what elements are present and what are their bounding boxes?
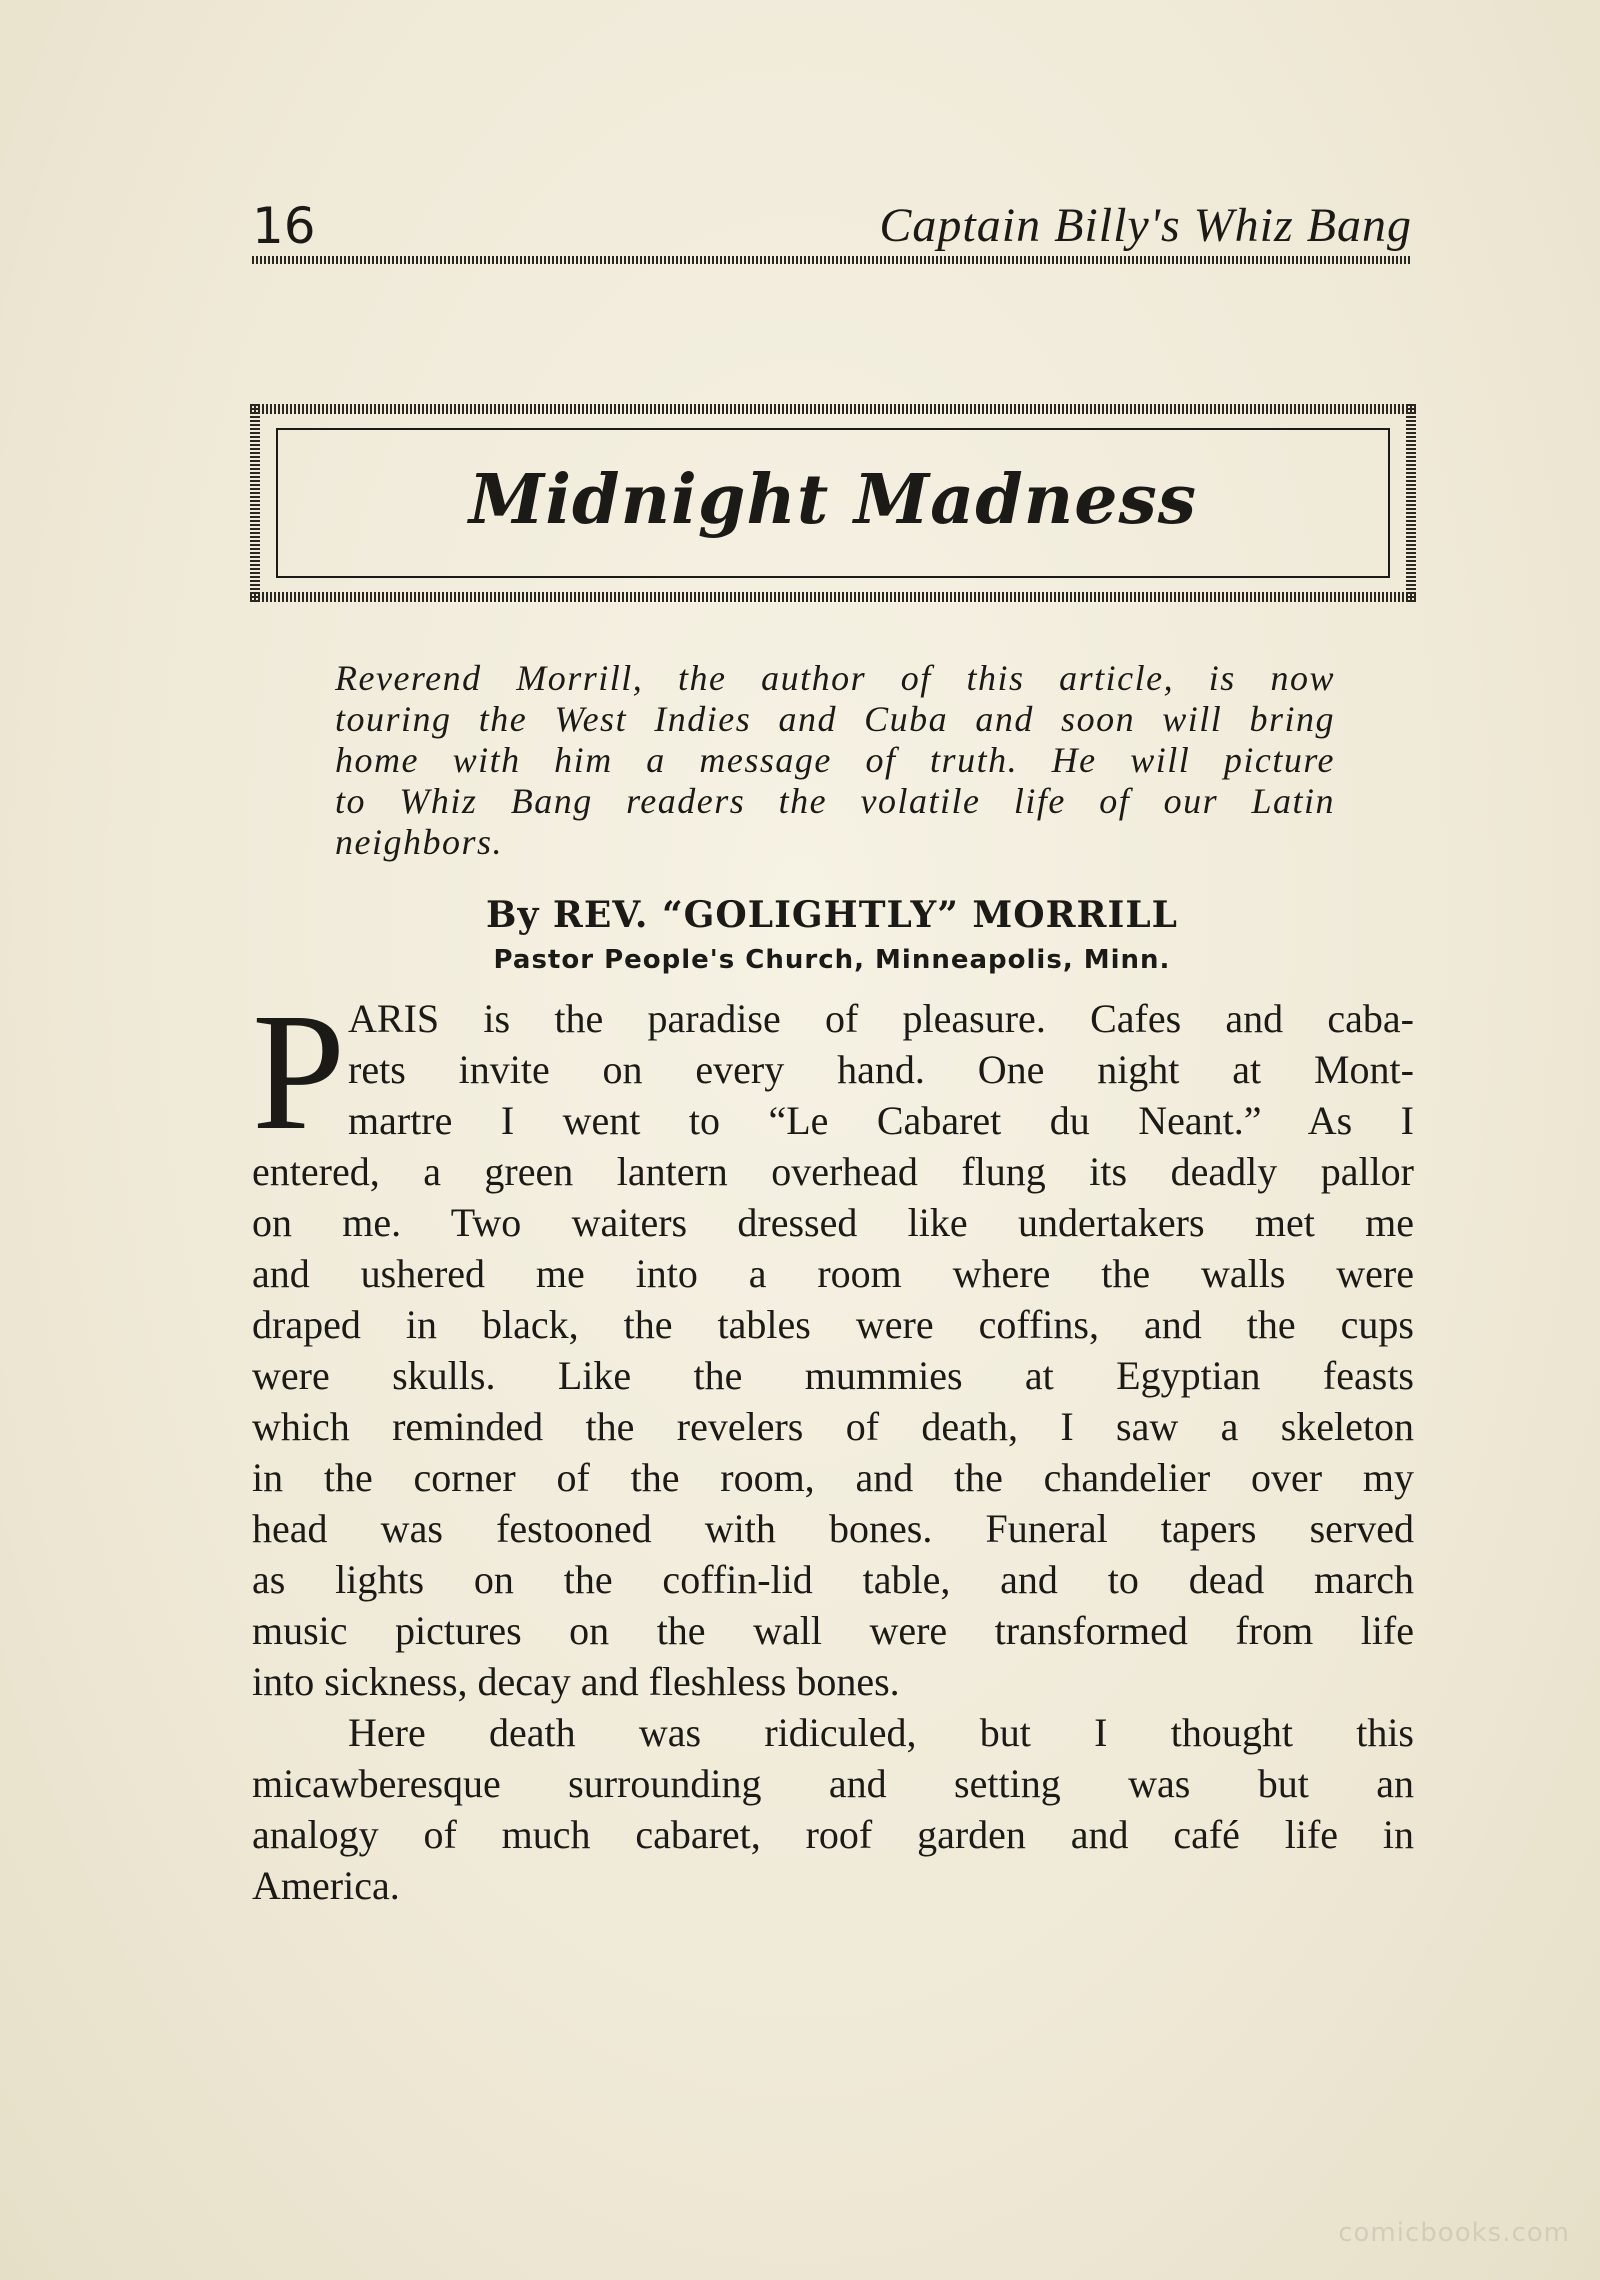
running-header bbox=[252, 195, 1412, 257]
body-line: were skulls. Like the mummies at Egyptian feasts bbox=[252, 1353, 1414, 1398]
frame-top-border bbox=[250, 404, 1416, 414]
body-line: as lights on the coffin-lid table, and to dead march bbox=[252, 1557, 1414, 1602]
body-line: martre I went to “Le Cabaret du Neant.” As I bbox=[348, 1098, 1414, 1143]
editor-note-line: touring the West Indies and Cuba and soon will bring bbox=[335, 699, 1335, 739]
drop-cap: P bbox=[252, 979, 346, 1165]
title-frame bbox=[250, 404, 1416, 602]
editor-note-line: neighbors. bbox=[335, 822, 503, 862]
body-line: in the corner of the room, and the chandelier over my bbox=[252, 1455, 1414, 1500]
author-affiliation: Pastor People's Church, Minneapolis, Minn. bbox=[493, 945, 1171, 975]
page-number: 16 bbox=[252, 197, 316, 255]
body-line: and ushered me into a room where the walls were bbox=[252, 1251, 1414, 1296]
body-line: America. bbox=[252, 1863, 400, 1908]
editor-note-line: to Whiz Bang readers the volatile life of our Latin bbox=[335, 781, 1335, 821]
body-line: music pictures on the wall were transformed from life bbox=[252, 1608, 1414, 1653]
body-line: which reminded the revelers of death, I saw a skeleton bbox=[252, 1404, 1414, 1449]
frame-bottom-border bbox=[250, 592, 1416, 602]
body-line: entered, a green lantern overhead flung its deadly pallor bbox=[252, 1149, 1414, 1194]
editor-note-line: home with him a message of truth. He will picture bbox=[335, 740, 1335, 780]
watermark: comicbooks.com bbox=[1338, 2218, 1570, 2248]
article-title: Midnight Madness bbox=[468, 460, 1198, 540]
body-line: Here death was ridiculed, but I thought this bbox=[348, 1710, 1414, 1755]
byline: By REV. “GOLIGHTLY” MORRILL bbox=[486, 894, 1178, 936]
body-line: ARIS is the paradise of pleasure. Cafes and caba- bbox=[348, 996, 1414, 1041]
body-line: on me. Two waiters dressed like undertakers met me bbox=[252, 1200, 1414, 1245]
editor-note-line: Reverend Morrill, the author of this article, is now bbox=[335, 658, 1335, 698]
header-rule bbox=[252, 256, 1412, 264]
editor-note bbox=[335, 658, 1335, 863]
body-line: draped in black, the tables were coffins, and the cups bbox=[252, 1302, 1414, 1347]
body-line: micawberesque surrounding and setting was but an bbox=[252, 1761, 1414, 1806]
body-line: analogy of much cabaret, roof garden and café life in bbox=[252, 1812, 1414, 1857]
body-line: head was festooned with bones. Funeral tapers served bbox=[252, 1506, 1414, 1551]
article-body bbox=[252, 979, 1414, 1911]
body-line: into sickness, decay and fleshless bones. bbox=[252, 1659, 900, 1704]
body-line: rets invite on every hand. One night at Mont- bbox=[348, 1047, 1414, 1092]
magazine-title: Captain Billy's Whiz Bang bbox=[879, 199, 1412, 252]
